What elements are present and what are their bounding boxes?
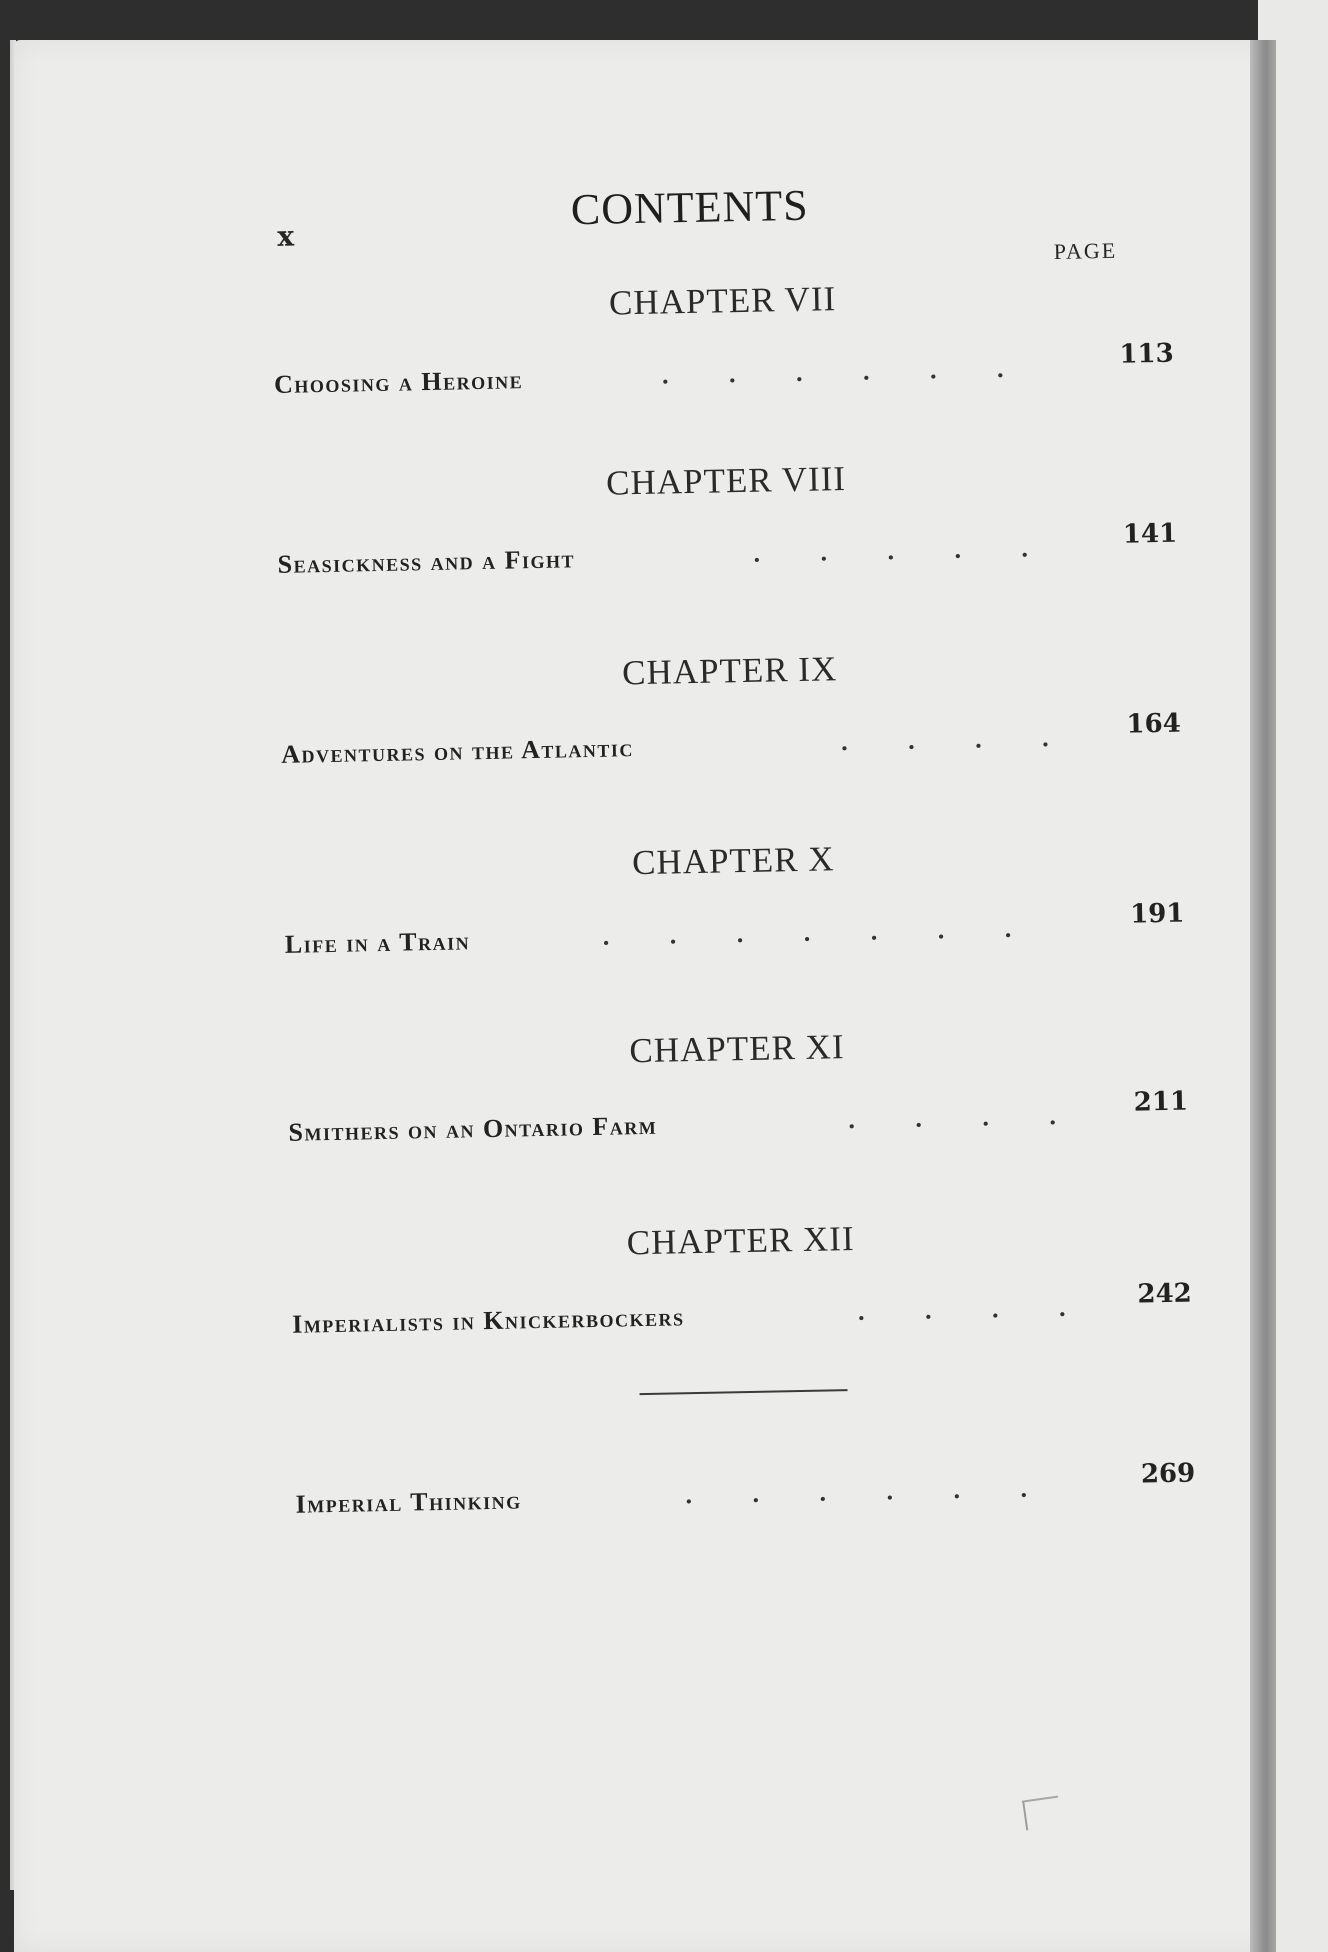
- entry-title: Adventures on the Atlantic: [280, 733, 635, 769]
- book-page: [14, 40, 1276, 1952]
- entry-title: Imperial Thinking: [295, 1485, 522, 1519]
- page-folio: x: [276, 219, 295, 253]
- entry-page-number: 164: [1126, 708, 1182, 740]
- leader-dots: . . . . . .: [685, 1473, 1028, 1510]
- entry-title: Smithers on an Ontario Farm: [288, 1110, 658, 1147]
- leader-dots: . . . . . . .: [602, 913, 1012, 951]
- leader-dots: . . . . .: [753, 533, 1029, 568]
- entry-page-number: 269: [1140, 1458, 1196, 1490]
- ink-mark: [1022, 1796, 1062, 1831]
- contents-heading: CONTENTS: [570, 180, 810, 235]
- chapter-heading: CHAPTER IX: [621, 649, 838, 693]
- chapter-heading: CHAPTER XI: [629, 1027, 845, 1071]
- leader-dots: . . . .: [840, 723, 1049, 757]
- page-column-label: PAGE: [1053, 237, 1118, 264]
- chapter-heading: CHAPTER X: [631, 839, 835, 883]
- chapter-heading: CHAPTER VIII: [605, 459, 847, 503]
- entry-page-number: 191: [1129, 898, 1185, 930]
- entry-page-number: 242: [1137, 1278, 1193, 1310]
- entry-page-number: 211: [1133, 1086, 1189, 1118]
- chapter-heading: CHAPTER VII: [608, 279, 837, 323]
- chapter-heading: CHAPTER XII: [626, 1218, 855, 1263]
- page-edge-shadow: [1250, 40, 1276, 1952]
- entry-title: Imperialists in Knickerbockers: [291, 1302, 685, 1339]
- entry-title: Choosing a Heroine: [273, 365, 524, 399]
- entry-page-number: 141: [1122, 518, 1178, 550]
- entry-page-number: 113: [1119, 338, 1174, 370]
- leader-dots: . . . .: [857, 1292, 1066, 1326]
- entry-title: Seasickness and a Fight: [277, 544, 576, 579]
- leader-dots: . . . .: [848, 1101, 1057, 1135]
- leader-dots: . . . . . .: [661, 353, 1004, 390]
- entry-title: Life in a Train: [284, 926, 471, 959]
